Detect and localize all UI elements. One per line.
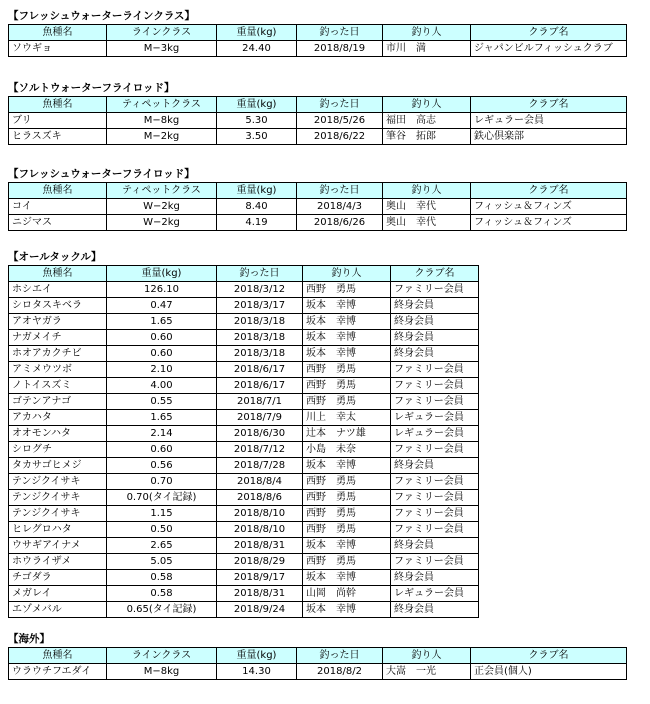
table-cell: ヒレグロハタ xyxy=(9,522,107,538)
column-header: 釣り人 xyxy=(383,183,471,199)
table-cell: 2018/9/17 xyxy=(217,570,303,586)
table-cell: M−2kg xyxy=(107,129,217,145)
table-cell: 小島 未奈 xyxy=(303,442,391,458)
table-cell: 2018/8/19 xyxy=(297,41,383,57)
table-cell: 坂本 幸博 xyxy=(303,330,391,346)
table-cell: 0.70(タイ記録) xyxy=(107,490,217,506)
table-cell: 終身会員 xyxy=(391,314,479,330)
table-cell: ウラウチフエダイ xyxy=(9,664,107,680)
table-cell: ヒラスズキ xyxy=(9,129,107,145)
table-cell: 川上 幸太 xyxy=(303,410,391,426)
table-cell: 14.30 xyxy=(217,664,297,680)
table-cell: フィッシュ＆フィンズ xyxy=(471,215,627,231)
table-cell: 2018/8/31 xyxy=(217,586,303,602)
table-cell: 2018/3/18 xyxy=(217,314,303,330)
header-row xyxy=(9,648,627,664)
table-cell: ファミリー会員 xyxy=(391,554,479,570)
table-cell: ファミリー会員 xyxy=(391,282,479,298)
column-header: ティペットクラス xyxy=(107,97,217,113)
table-cell: 0.56 xyxy=(107,458,217,474)
table-row xyxy=(9,330,479,346)
table-cell: 2018/7/1 xyxy=(217,394,303,410)
table-cell: ホオアカクチビ xyxy=(9,346,107,362)
table-cell: ホウライザメ xyxy=(9,554,107,570)
table-cell: 1.65 xyxy=(107,410,217,426)
table-cell: 5.30 xyxy=(217,113,297,129)
table-cell: テンジクイサキ xyxy=(9,506,107,522)
table-cell: フィッシュ＆フィンズ xyxy=(471,199,627,215)
section-title: 【ソルトウォーターフライロッド】 xyxy=(8,82,175,94)
table-cell: 坂本 幸博 xyxy=(303,298,391,314)
table-row xyxy=(9,199,627,215)
table-cell: 西野 勇馬 xyxy=(303,282,391,298)
table-cell: 坂本 幸博 xyxy=(303,346,391,362)
table-cell: 市川 満 xyxy=(383,41,471,57)
table-cell: 2018/8/6 xyxy=(217,490,303,506)
table-cell: ファミリー会員 xyxy=(391,474,479,490)
table-cell: シログチ xyxy=(9,442,107,458)
table-cell: 2018/8/31 xyxy=(217,538,303,554)
table-cell: 坂本 幸博 xyxy=(303,602,391,618)
table-cell: 坂本 幸博 xyxy=(303,314,391,330)
table-cell: 西野 勇馬 xyxy=(303,490,391,506)
table-cell: アオヤガラ xyxy=(9,314,107,330)
table-cell: 0.50 xyxy=(107,522,217,538)
table-row xyxy=(9,586,479,602)
table-cell: M−8kg xyxy=(107,113,217,129)
table-cell: 126.10 xyxy=(107,282,217,298)
table-cell: 坂本 幸博 xyxy=(303,570,391,586)
record-table xyxy=(8,647,627,680)
header-row xyxy=(9,97,627,113)
table-cell: 筆谷 拓郎 xyxy=(383,129,471,145)
table-cell: 大嵩 一光 xyxy=(383,664,471,680)
table-row xyxy=(9,41,627,57)
column-header: 釣った日 xyxy=(297,183,383,199)
section-freshwater-line-class xyxy=(8,8,627,57)
table-cell: W−2kg xyxy=(107,199,217,215)
table-cell: 2018/7/28 xyxy=(217,458,303,474)
column-header: 重量(kg) xyxy=(217,97,297,113)
column-header: 重量(kg) xyxy=(217,25,297,41)
table-cell: 8.40 xyxy=(217,199,297,215)
table-row xyxy=(9,522,479,538)
table-cell: コイ xyxy=(9,199,107,215)
table-cell: 1.65 xyxy=(107,314,217,330)
table-cell: 0.58 xyxy=(107,586,217,602)
section-title: 【フレッシュウォーターフライロッド】 xyxy=(8,168,195,180)
table-cell: 西野 勇馬 xyxy=(303,506,391,522)
table-cell: 0.55 xyxy=(107,394,217,410)
table-row xyxy=(9,490,479,506)
section-title: 【オールタックル】 xyxy=(8,251,102,263)
table-cell: チゴダラ xyxy=(9,570,107,586)
section-title: 【フレッシュウォーターラインクラス】 xyxy=(8,10,196,22)
table-cell: 1.15 xyxy=(107,506,217,522)
column-header: 魚種名 xyxy=(9,25,107,41)
column-header: クラブ名 xyxy=(471,25,627,41)
table-cell: レギュラー会員 xyxy=(471,113,627,129)
table-row xyxy=(9,113,627,129)
table-cell: 福田 高志 xyxy=(383,113,471,129)
column-header: 釣った日 xyxy=(217,266,303,282)
table-cell: ファミリー会員 xyxy=(391,442,479,458)
table-cell: W−2kg xyxy=(107,215,217,231)
table-cell: 0.70 xyxy=(107,474,217,490)
table-cell: ジャパンビルフィッシュクラブ xyxy=(471,41,627,57)
column-header: 重量(kg) xyxy=(217,648,297,664)
table-row xyxy=(9,506,479,522)
table-cell: メガレイ xyxy=(9,586,107,602)
table-cell: 0.47 xyxy=(107,298,217,314)
column-header: クラブ名 xyxy=(471,648,627,664)
table-cell: 0.60 xyxy=(107,346,217,362)
table-cell: シロタスキベラ xyxy=(9,298,107,314)
table-cell: ファミリー会員 xyxy=(391,394,479,410)
table-cell: アカハタ xyxy=(9,410,107,426)
table-cell: 2018/6/17 xyxy=(217,362,303,378)
table-cell: 2018/6/17 xyxy=(217,378,303,394)
table-cell: 終身会員 xyxy=(391,330,479,346)
section-freshwater-fly-rod xyxy=(8,166,627,231)
table-cell: 坂本 幸博 xyxy=(303,538,391,554)
table-cell: 終身会員 xyxy=(391,458,479,474)
table-row xyxy=(9,298,479,314)
table-cell: 西野 勇馬 xyxy=(303,474,391,490)
table-cell: 2018/6/22 xyxy=(297,129,383,145)
table-cell: ファミリー会員 xyxy=(391,362,479,378)
record-table xyxy=(8,265,479,618)
column-header: クラブ名 xyxy=(471,183,627,199)
table-cell: 2018/3/18 xyxy=(217,346,303,362)
column-header: 釣り人 xyxy=(383,97,471,113)
table-cell: 2018/8/10 xyxy=(217,522,303,538)
header-row xyxy=(9,25,627,41)
table-cell: 2018/3/17 xyxy=(217,298,303,314)
table-cell: 2018/5/26 xyxy=(297,113,383,129)
table-cell: 2018/8/2 xyxy=(297,664,383,680)
table-row xyxy=(9,346,479,362)
table-cell: 2018/4/3 xyxy=(297,199,383,215)
column-header: ラインクラス xyxy=(107,25,217,41)
table-cell: 2018/6/30 xyxy=(217,426,303,442)
column-header: クラブ名 xyxy=(391,266,479,282)
column-header: 重量(kg) xyxy=(107,266,217,282)
table-cell: 西野 勇馬 xyxy=(303,394,391,410)
table-cell: M−8kg xyxy=(107,664,217,680)
table-cell: 西野 勇馬 xyxy=(303,522,391,538)
table-cell: ゴテンアナゴ xyxy=(9,394,107,410)
section-title: 【海外】 xyxy=(8,633,50,645)
column-header: 釣った日 xyxy=(297,97,383,113)
section-all-tackle xyxy=(8,249,479,618)
table-cell: 5.05 xyxy=(107,554,217,570)
table-cell: 2.10 xyxy=(107,362,217,378)
table-cell: アミメウツボ xyxy=(9,362,107,378)
table-cell: 終身会員 xyxy=(391,538,479,554)
table-cell: 0.60 xyxy=(107,442,217,458)
column-header: ラインクラス xyxy=(107,648,217,664)
table-cell: 終身会員 xyxy=(391,346,479,362)
record-table xyxy=(8,96,627,145)
table-cell: 奥山 幸代 xyxy=(383,215,471,231)
table-cell: レギュラー会員 xyxy=(391,426,479,442)
table-cell: 西野 勇馬 xyxy=(303,554,391,570)
table-cell: M−3kg xyxy=(107,41,217,57)
table-cell: ファミリー会員 xyxy=(391,378,479,394)
table-row xyxy=(9,458,479,474)
column-header: 釣り人 xyxy=(303,266,391,282)
table-row xyxy=(9,282,479,298)
table-row xyxy=(9,602,479,618)
header-row xyxy=(9,266,479,282)
table-cell: 西野 勇馬 xyxy=(303,362,391,378)
table-row xyxy=(9,410,479,426)
table-cell: エゾメバル xyxy=(9,602,107,618)
table-cell: ソウギョ xyxy=(9,41,107,57)
table-cell: ブリ xyxy=(9,113,107,129)
table-cell: ナガメイチ xyxy=(9,330,107,346)
column-header: 魚種名 xyxy=(9,97,107,113)
column-header: クラブ名 xyxy=(471,97,627,113)
table-cell: テンジクイサキ xyxy=(9,474,107,490)
table-row xyxy=(9,394,479,410)
table-cell: 2018/8/10 xyxy=(217,506,303,522)
table-cell: 終身会員 xyxy=(391,602,479,618)
table-cell: 2.65 xyxy=(107,538,217,554)
table-cell: 0.58 xyxy=(107,570,217,586)
table-cell: ファミリー会員 xyxy=(391,506,479,522)
table-cell: 辻本 ナツ雄 xyxy=(303,426,391,442)
table-row xyxy=(9,215,627,231)
column-header: 釣った日 xyxy=(297,25,383,41)
table-row xyxy=(9,426,479,442)
table-row xyxy=(9,570,479,586)
column-header: 魚種名 xyxy=(9,183,107,199)
section-saltwater-fly-rod xyxy=(8,80,627,145)
table-cell: 4.00 xyxy=(107,378,217,394)
table-cell: 0.60 xyxy=(107,330,217,346)
table-row xyxy=(9,378,479,394)
record-table xyxy=(8,182,627,231)
table-cell: テンジクイサキ xyxy=(9,490,107,506)
table-row xyxy=(9,314,479,330)
table-row xyxy=(9,474,479,490)
table-row xyxy=(9,664,627,680)
table-cell: ノトイスズミ xyxy=(9,378,107,394)
table-cell: 西野 勇馬 xyxy=(303,378,391,394)
table-cell: オオモンハタ xyxy=(9,426,107,442)
table-cell: 2018/3/18 xyxy=(217,330,303,346)
record-table xyxy=(8,24,627,57)
table-cell: 2018/7/9 xyxy=(217,410,303,426)
table-cell: 2.14 xyxy=(107,426,217,442)
table-row xyxy=(9,554,479,570)
table-cell: ファミリー会員 xyxy=(391,522,479,538)
table-row xyxy=(9,538,479,554)
table-row xyxy=(9,362,479,378)
table-cell: 24.40 xyxy=(217,41,297,57)
column-header: ティペットクラス xyxy=(107,183,217,199)
table-cell: ファミリー会員 xyxy=(391,490,479,506)
header-row xyxy=(9,183,627,199)
table-cell: 3.50 xyxy=(217,129,297,145)
table-cell: 坂本 幸博 xyxy=(303,458,391,474)
column-header: 魚種名 xyxy=(9,648,107,664)
table-cell: ホシエイ xyxy=(9,282,107,298)
table-cell: 終身会員 xyxy=(391,298,479,314)
table-row xyxy=(9,129,627,145)
table-cell: 2018/7/12 xyxy=(217,442,303,458)
table-cell: 2018/8/4 xyxy=(217,474,303,490)
table-cell: ウサギアイナメ xyxy=(9,538,107,554)
table-cell: 0.65(タイ記録) xyxy=(107,602,217,618)
table-cell: 2018/6/26 xyxy=(297,215,383,231)
column-header: 釣り人 xyxy=(383,648,471,664)
table-cell: 2018/8/29 xyxy=(217,554,303,570)
table-cell: レギュラー会員 xyxy=(391,410,479,426)
table-cell: 4.19 xyxy=(217,215,297,231)
table-cell: ニジマス xyxy=(9,215,107,231)
column-header: 重量(kg) xyxy=(217,183,297,199)
column-header: 釣った日 xyxy=(297,648,383,664)
table-cell: 鉄心倶楽部 xyxy=(471,129,627,145)
section-overseas xyxy=(8,631,627,680)
table-cell: 正会員(個人) xyxy=(471,664,627,680)
table-cell: 奥山 幸代 xyxy=(383,199,471,215)
table-row xyxy=(9,442,479,458)
table-cell: 2018/9/24 xyxy=(217,602,303,618)
table-cell: 山岡 尚幹 xyxy=(303,586,391,602)
table-cell: レギュラー会員 xyxy=(391,586,479,602)
table-cell: 2018/3/12 xyxy=(217,282,303,298)
column-header: 魚種名 xyxy=(9,266,107,282)
table-cell: 終身会員 xyxy=(391,570,479,586)
table-cell: タカサゴヒメジ xyxy=(9,458,107,474)
column-header: 釣り人 xyxy=(383,25,471,41)
